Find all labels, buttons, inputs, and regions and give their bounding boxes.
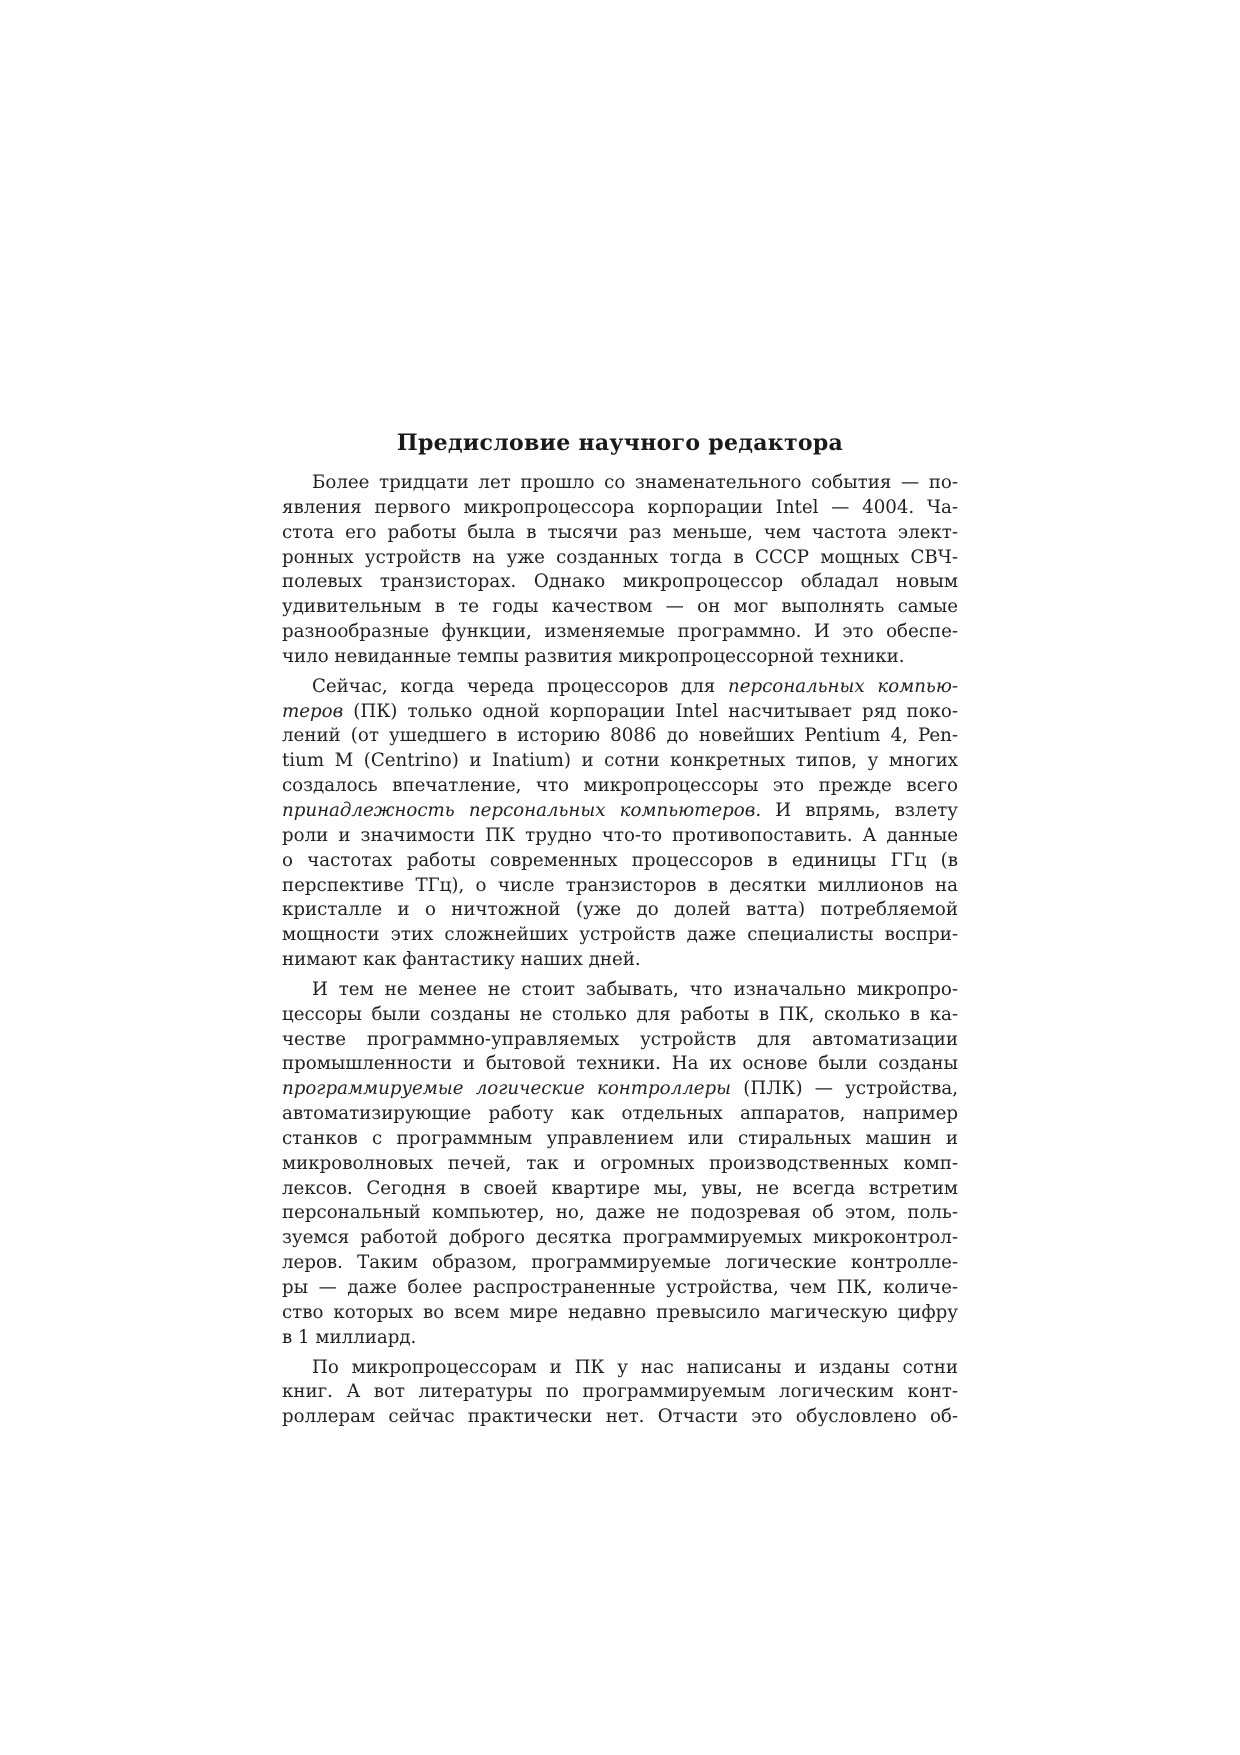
text-line [282,675,958,700]
text-run: станков с программным управлением или стиральных машин и [282,1127,958,1149]
text-line [282,521,958,546]
text-run: роллерам сейчас практически нет. Отчасти это обусловлено об- [282,1406,958,1428]
text-line [282,749,958,774]
text-run: удивительным в те годы качеством — он мог выполнять самые [282,596,958,618]
text-run: стота его работы была в тысячи раз меньше, чем частота элект- [282,521,958,543]
text-line [282,948,958,973]
emphasis: персональных компью- [727,675,958,697]
text-run: микроволновых печей, так и огромных производственных комп- [282,1152,958,1174]
text-line [282,1301,958,1326]
text-line [282,1177,958,1202]
text-run: . И впрямь, взлету [755,799,958,821]
text-line [282,1028,958,1053]
paragraph [282,675,958,973]
text-line [282,700,958,725]
text-run: автоматизирующие работу как отдельных аппаратов, например [282,1103,958,1125]
text-run: лений (от ушедшего в историю 8086 до новейших Pentium 4, Pen- [282,725,958,747]
text-run: И тем не менее не стоит забывать, что изначально микропро- [312,978,958,1000]
text-run: Более тридцати лет прошло со знаменательного события — по- [312,472,958,493]
text-run: (ПЛК) — устройства, [731,1078,958,1100]
text-run: По микропроцессорам и ПК у нас написаны и изданы сотни [312,1356,958,1378]
text-line [282,471,958,496]
text-line [282,1077,958,1102]
text-run: персональный компьютер, но, даже не подозревая об этом, поль- [282,1202,958,1224]
text-run: перспективе ТГц), о числе транзисторов в десятки миллионов на [282,874,958,896]
text-line [282,1251,958,1276]
text-run: цессоры были созданы не столько для работы в ПК, сколько в ка- [282,1003,958,1025]
paragraph [282,1356,958,1431]
text-line [282,978,958,1003]
text-run: разнообразные функции, изменяемые программно. И это обеспе- [282,621,958,643]
text-run: леров. Таким образом, программируемые логические контролле- [282,1252,958,1274]
text-line [282,1276,958,1301]
text-run: в 1 миллиард. [282,1326,417,1348]
emphasis: теров [282,700,344,722]
text-line [282,1201,958,1226]
text-line [282,620,958,645]
text-line [282,1226,958,1251]
chapter-title: Предисловие научного редактора [396,430,844,456]
text-run: ронных устройств на уже созданных тогда в СССР мощных СВЧ- [282,546,958,568]
emphasis: программируемые логические контроллеры [282,1078,731,1100]
text-line [282,824,958,849]
text-line [282,1102,958,1127]
paragraph [282,471,958,670]
text-line [282,595,958,620]
emphasis: принадлежность персональных компьютеров [282,799,756,821]
body-text [282,471,958,1435]
text-run: о частотах работы современных процессоров в единицы ГГц (в [282,849,958,871]
text-line [282,570,958,595]
text-line [282,898,958,923]
text-line [282,1380,958,1405]
text-run: промышленности и бытовой техники. На их основе были созданы [282,1053,958,1075]
text-line [282,546,958,571]
text-run: книг. А вот литературы по программируемым логическим конт- [282,1381,958,1403]
text-run: мощности этих сложнейших устройств даже специалисты воспри- [282,924,958,946]
text-line [282,1052,958,1077]
text-run: роли и значимости ПК трудно что-то противопоставить. А данные [282,824,958,846]
text-run: полевых транзисторах. Однако микропроцессор обладал новым [282,571,958,593]
text-line [282,724,958,749]
text-line [282,1152,958,1177]
text-line [282,874,958,899]
text-run: ство которых во всем мире недавно превысило магическую цифру [282,1301,958,1323]
text-run: (ПК) только одной корпорации Intel насчитывает ряд поко- [343,700,958,722]
text-run: честве программно-управляемых устройств для автоматизации [282,1028,958,1050]
text-line [282,1405,958,1430]
text-run: кристалле и о ничтожной (уже до долей ватта) потребляемой [282,899,958,921]
text-line [282,774,958,799]
text-line [282,645,958,670]
paragraph [282,978,958,1351]
text-line [282,923,958,948]
text-line [282,1127,958,1152]
text-line [282,849,958,874]
text-run: чило невиданные темпы развития микропроцессорной техники. [282,645,905,667]
text-run: явления первого микропроцессора корпорации Intel — 4004. Ча- [282,496,958,518]
text-run: создалось впечатление, что микропроцессоры это прежде всего [282,775,958,797]
text-line [282,1356,958,1381]
text-run: лексов. Сегодня в своей квартире мы, увы, не всегда встретим [282,1177,958,1199]
text-line [282,1003,958,1028]
text-run: tium M (Centrino) и Inatium) и сотни конкретных типов, у многих [282,750,958,772]
text-line [282,496,958,521]
text-run: ры — даже более распространенные устройства, чем ПК, количе- [282,1277,958,1298]
text-line [282,1326,958,1351]
text-line [282,799,958,824]
text-run: зуемся работой доброго десятка программируемых микроконтрол- [282,1227,958,1249]
text-run: нимают как фантастику наших дней. [282,949,641,971]
text-run: Сейчас, когда череда процессоров для [312,675,728,697]
